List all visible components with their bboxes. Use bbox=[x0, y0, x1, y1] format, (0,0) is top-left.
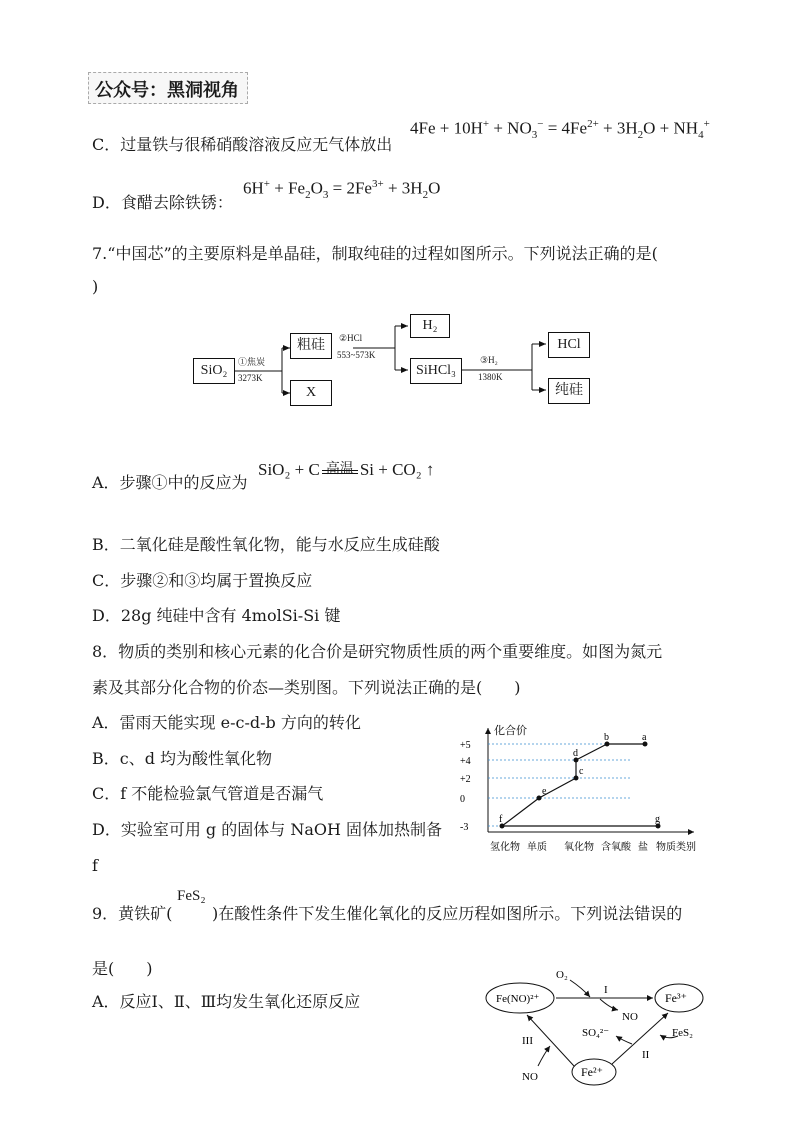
y-axis-label: 化合价 bbox=[494, 725, 527, 737]
q8-option-c: C．f 不能检验氯气管道是否漏气 bbox=[92, 784, 324, 803]
q7-option-b: B．二氧化硅是酸性氧化物，能与水反应生成硅酸 bbox=[92, 535, 440, 554]
reaction-i-label: I bbox=[604, 984, 608, 996]
q6-option-d: D．食醋去除铁锈： bbox=[92, 193, 233, 212]
point-label-d: d bbox=[573, 748, 578, 759]
step3-reagent: ③H₂ bbox=[480, 355, 498, 365]
point-label-a: a bbox=[642, 732, 647, 743]
reaction-ii-label: II bbox=[642, 1049, 650, 1061]
fe2-label: Fe²⁺ bbox=[581, 1065, 603, 1079]
step2-condition: 553~573K bbox=[337, 350, 376, 360]
y-tick-label: +2 bbox=[460, 774, 471, 785]
step1-condition: 3273K bbox=[238, 373, 263, 383]
series-line-segment bbox=[576, 744, 607, 760]
so4-label: SO₄²⁻ bbox=[582, 1027, 610, 1039]
y-tick-label: +4 bbox=[460, 756, 471, 767]
point-label-b: b bbox=[604, 732, 609, 743]
high-temp-condition: 高温 bbox=[325, 462, 354, 477]
x-tick-label: 氢化物 bbox=[490, 842, 520, 853]
sio2-box: SiO₂ bbox=[193, 358, 235, 384]
y-tick-label: +5 bbox=[460, 740, 471, 751]
hcl-box: HCl bbox=[548, 332, 590, 358]
point-label-c: c bbox=[579, 766, 584, 777]
no-in-label: NO bbox=[522, 1071, 538, 1083]
q8-option-a: A．雷雨天能实现 e-c-d-b 方向的转化 bbox=[92, 713, 361, 732]
h2-box: H₂ bbox=[410, 314, 450, 338]
q7-option-a-equation: SiO₂ + C 高温 Si + CO₂ ↑ bbox=[258, 460, 435, 479]
q9-option-a: A．反应Ⅰ、Ⅱ、Ⅲ均发生氧化还原反应 bbox=[92, 992, 361, 1011]
point-label-g: g bbox=[655, 814, 660, 825]
q7-option-a: A．步骤①中的反应为 bbox=[92, 473, 248, 492]
q8-stem-line1: 8．物质的类别和核心元素的化合价是研究物质性质的两个重要维度。如图为氮元 bbox=[92, 642, 663, 661]
o2-in-arrow bbox=[570, 980, 590, 997]
q7-stem-line2: ) bbox=[92, 277, 99, 296]
watermark-text: 公众号：黑洞视角 bbox=[95, 80, 239, 101]
series-line-segment bbox=[502, 798, 539, 826]
fe3-label: Fe³⁺ bbox=[665, 991, 687, 1005]
q6-option-d-equation: $6H^+ + Fe_2O_3 = 2Fe^{3+} + 3H_2O$ bbox=[243, 178, 441, 202]
valence-category-chart bbox=[458, 720, 718, 860]
fes2-label: FeS₂ bbox=[672, 1027, 693, 1039]
point-e bbox=[537, 796, 542, 801]
reaction-iii-label: III bbox=[522, 1035, 533, 1047]
watermark-badge bbox=[88, 72, 248, 104]
q7-stem-line1: 7.“中国芯”的主要原料是单晶硅，制取纯硅的过程如图所示。下列说法正确的是( bbox=[92, 244, 658, 263]
step1-reagent: ①焦炭 bbox=[238, 357, 266, 367]
point-c bbox=[574, 776, 579, 781]
no-in-arrow bbox=[538, 1046, 550, 1066]
crude-silicon-box: 粗硅 bbox=[290, 333, 332, 359]
x-box: X bbox=[290, 380, 332, 406]
no-out-arrow bbox=[600, 999, 618, 1010]
q9-stem-part2: )在酸性条件下发生催化氧化的反应历程如图所示。下列说法错误的 bbox=[212, 904, 683, 923]
x-tick-label: 含氧酸 bbox=[601, 842, 631, 853]
q8-stem-line2: 素及其部分化合物的价态—类别图。下列说法正确的是( ) bbox=[92, 678, 521, 697]
x-tick-label: 单质 bbox=[527, 842, 547, 853]
point-label-e: e bbox=[542, 786, 547, 797]
q8-option-d-line1: D．实验室可用 g 的固体与 NaOH 固体加热制备 bbox=[92, 820, 443, 839]
q9-stem-line2: 是( ) bbox=[92, 959, 153, 978]
fe-no-label: Fe(NO)²⁺ bbox=[496, 993, 540, 1005]
reaction-iii-arrow bbox=[527, 1015, 574, 1066]
catalytic-cycle-diagram bbox=[482, 958, 722, 1088]
y-tick-label: 0 bbox=[460, 794, 465, 805]
q9-stem-part1: 9．黄铁矿( bbox=[92, 904, 173, 923]
step3-condition: 1380K bbox=[478, 372, 503, 382]
sihcl3-box: SiHCl₃ bbox=[410, 358, 462, 384]
o2-label: O₂ bbox=[556, 969, 568, 981]
q8-option-d-line2: f bbox=[92, 856, 98, 875]
point-label-f: f bbox=[499, 814, 503, 825]
x-axis-label: 物质类别 bbox=[656, 842, 696, 853]
q8-option-b: B．c、d 均为酸性氧化物 bbox=[92, 749, 273, 768]
y-tick-label: -3 bbox=[460, 822, 469, 833]
step2-reagent: ②HCl bbox=[339, 333, 363, 343]
x-tick-label: 氧化物 bbox=[564, 842, 594, 853]
q6-option-c: C．过量铁与很稀硝酸溶液反应无气体放出 bbox=[92, 135, 393, 154]
no-out-label: NO bbox=[622, 1011, 638, 1023]
so4-out-arrow bbox=[616, 1036, 632, 1044]
q7-option-c: C．步骤②和③均属于置换反应 bbox=[92, 571, 313, 590]
q9-fes2-formula: FeS₂ bbox=[177, 888, 206, 904]
x-tick-label: 盐 bbox=[638, 842, 648, 853]
pure-silicon-box: 纯硅 bbox=[548, 378, 590, 404]
q6-option-c-equation: $4Fe + 10H^+ + NO_3^- = 4Fe^{2+} + 3H_2O + NH_4^+$ bbox=[410, 118, 710, 142]
q7-option-d: D．28g 纯硅中含有 4molSi-Si 键 bbox=[92, 606, 341, 625]
